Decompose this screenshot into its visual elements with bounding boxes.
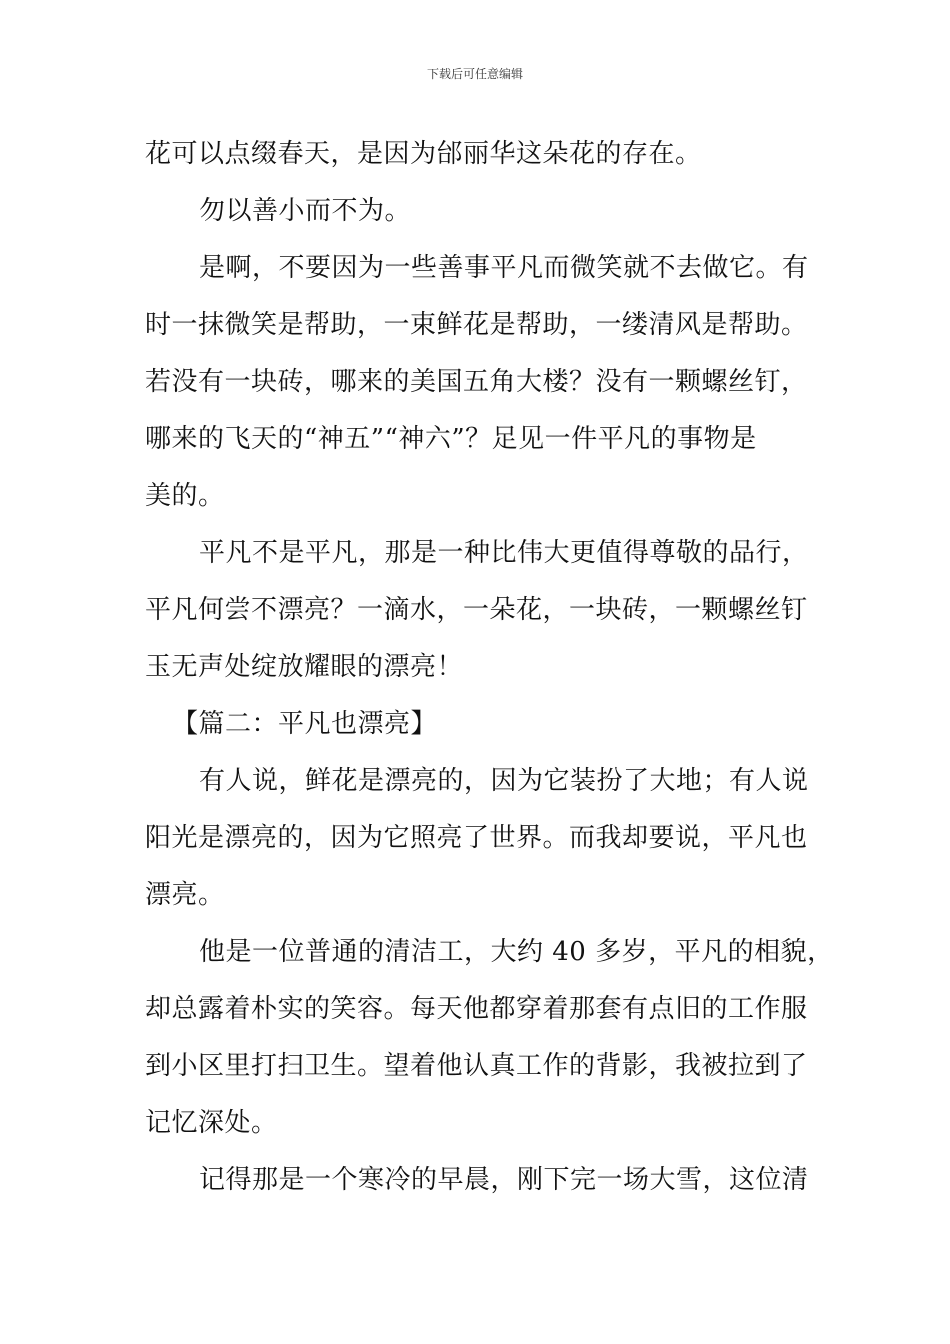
paragraph-start: 平凡不是平凡，那是一种比伟大更值得尊敬的品行， bbox=[199, 538, 809, 568]
text-line: 花可以点缀春天，是因为邰丽华这朵花的存在。 bbox=[145, 139, 702, 169]
text-line: 到小区里打扫卫生。望着他认真工作的背影，我被拉到了 bbox=[145, 1051, 808, 1081]
text-line: 阳光是漂亮的，因为它照亮了世界。而我却要说，平凡也 bbox=[145, 823, 808, 853]
text-line: 若没有一块砖，哪来的美国五角大楼？没有一颗螺丝钉， bbox=[145, 367, 808, 397]
paragraph-start: 勿以善小而不为。 bbox=[199, 196, 412, 226]
document-body bbox=[145, 126, 834, 1209]
page-header: 下载后可任意编辑 bbox=[426, 67, 523, 81]
text-line: 时一抹微笑是帮助，一束鲜花是帮助，一缕清风是帮助。 bbox=[145, 310, 808, 340]
text-line: 哪来的飞天的“神五”“神六”？足见一件平凡的事物是 bbox=[145, 424, 757, 454]
paragraph-start: 记得那是一个寒冷的早晨，刚下完一场大雪，这位清 bbox=[199, 1165, 809, 1195]
text-line: 玉无声处绽放耀眼的漂亮！ bbox=[145, 652, 464, 682]
text-line: 却总露着朴实的笑容。每天他都穿着那套有点旧的工作服 bbox=[145, 994, 808, 1024]
text-line: 美的。 bbox=[145, 481, 225, 511]
paragraph-start: 有人说，鲜花是漂亮的，因为它装扮了大地；有人说 bbox=[199, 766, 809, 796]
paragraph-start: 他是一位普通的清洁工，大约 40 多岁，平凡的相貌， bbox=[199, 937, 834, 967]
text-line: 平凡何尝不漂亮？一滴水，一朵花，一块砖，一颗螺丝钉 bbox=[145, 595, 808, 625]
text-line: 记忆深处。 bbox=[145, 1108, 278, 1138]
section-heading: 【篇二：平凡也漂亮】 bbox=[172, 709, 438, 739]
text-line: 漂亮。 bbox=[145, 880, 225, 910]
paragraph-start: 是啊，不要因为一些善事平凡而微笑就不去做它。有 bbox=[199, 253, 809, 283]
